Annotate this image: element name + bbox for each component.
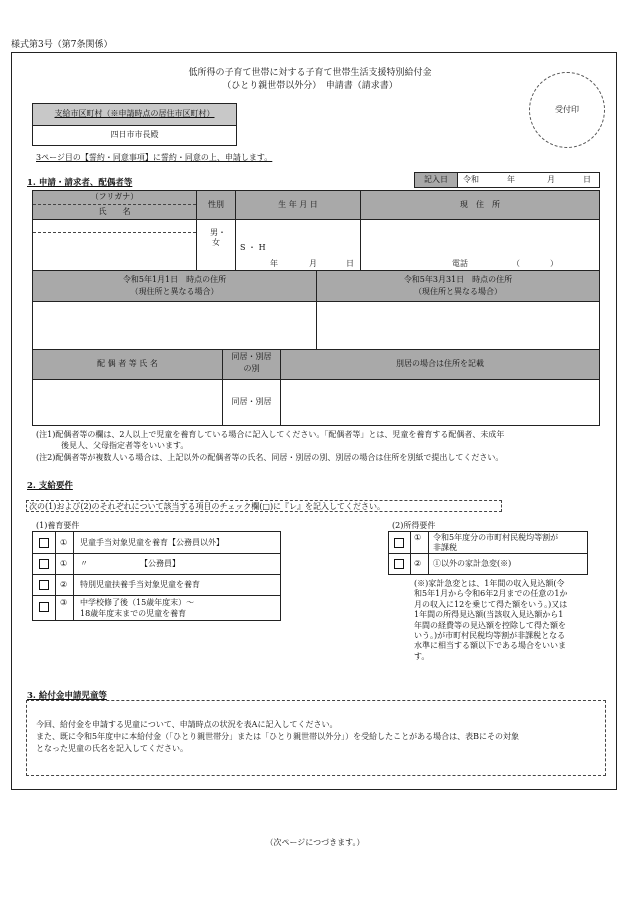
note-line-5: 年間の経費等の見込額を控除して得た額を: [414, 620, 566, 630]
note-line-1: (※)家計急変とは、1年間の収入見込額(令: [414, 579, 565, 588]
entry-date-box: [414, 172, 600, 188]
address-mar-sublabel: （現住所と異なる場合）: [414, 287, 502, 296]
section3-line3: となった児童の氏名を記入してください。: [36, 744, 188, 753]
req1-title: (1)養育要件: [36, 521, 80, 530]
birth-era[interactable]: S ・ H: [240, 243, 266, 252]
divider: [33, 595, 280, 596]
req2-item-2-text: ①以外の家計急変(※): [433, 559, 512, 568]
divider: [33, 379, 599, 380]
req2-item-2-num: ②: [414, 559, 422, 568]
address-mar-label: 令和5年3月31日 時点の住所: [403, 275, 513, 284]
req1-checkbox-3[interactable]: [39, 580, 49, 590]
divider: [73, 532, 74, 620]
form-subtitle: （ひとり親世帯以外分） 申請書（請求書）: [222, 81, 398, 91]
birth-month: 月: [309, 259, 317, 268]
footer-continued: （次ページにつづきます。）: [265, 838, 365, 847]
phone-label: 電話: [452, 259, 468, 268]
living-value[interactable]: 同居・別居: [231, 397, 272, 407]
section3-line2: また、既に令和5年度中に本給付金（「ひとり親世帯分」または「ひとり親世帯以外分」）を受給したことがある場合は、表Bにその対象: [36, 732, 519, 741]
note-line-4: 1年間の所得見込額(当該収入見込額から1: [414, 610, 564, 620]
note1: (注1)配偶者等の欄は、2人以上で児童を養育している場合に記入してください。「配偶者等」とは、児童を養育する配偶者、未成年: [36, 430, 505, 439]
note-line-7: 水準に相当する額以下である場合をいいま: [414, 641, 566, 651]
divider: [235, 191, 236, 270]
req2-item-1-num: ①: [414, 533, 422, 542]
sudden-change-note: [414, 579, 567, 662]
req1-item-4-text: 中学校修了後（15歳年度末）〜: [80, 598, 195, 607]
entry-date-label: 記入日: [415, 173, 458, 187]
recipient-value: 四日市市長殿: [110, 130, 159, 139]
name-label: 氏 名: [98, 206, 131, 216]
req2-checkbox-2[interactable]: [394, 559, 404, 569]
divider: [33, 553, 280, 554]
section3-title: 3. 給付金申請児童等: [27, 691, 107, 701]
address-header: 現 住 所: [460, 199, 500, 209]
separate-address-header: 別居の場合は住所を記載: [396, 359, 484, 369]
req1-checkbox-4[interactable]: [39, 602, 49, 612]
living-header-sub: の別: [243, 364, 260, 373]
birth-day: 日: [346, 259, 354, 268]
birth-year: 年: [270, 259, 278, 268]
req1-checkbox-1[interactable]: [39, 538, 49, 548]
note1-cont: 後見人、父母指定者等をいいます。: [61, 441, 189, 450]
req1-item-1-text: 児童手当対象児童を養育【公務員以外】: [80, 538, 224, 547]
req1-item-2-text: 〃 【公務員】: [80, 559, 180, 568]
address-jan-sublabel: （現住所と異なる場合）: [130, 287, 219, 296]
req1-checkbox-2[interactable]: [39, 559, 49, 569]
divider: [33, 232, 196, 233]
req1-item-4-text2: 18歳年度末までの児童を養育: [80, 609, 187, 618]
req1-item-3-text: 特別児童扶養手当対象児童を養育: [80, 580, 200, 589]
divider: [55, 532, 56, 620]
entry-date-year: 年: [507, 175, 515, 184]
divider: [33, 574, 280, 575]
phone-close: ）: [550, 259, 558, 268]
section2-instruction: 次の(1)および(2)のそれぞれについて該当する項目のチェック欄(□)に『レ』を記入してください。: [26, 500, 502, 512]
section3-line1: 今回、給付金を申請する児童について、申請時点の状況を表Aに記入してください。: [36, 720, 338, 729]
entry-date-day: 日: [583, 175, 591, 184]
req1-item-1-num: ①: [60, 538, 68, 547]
divider: [33, 219, 599, 220]
spouse-header: 配 偶 者 等 氏 名: [97, 359, 158, 369]
section1-title: 1. 申請・請求者、配偶者等: [27, 178, 133, 188]
req2-item-1-text2: 非課税: [433, 543, 457, 552]
req2-checkbox-1[interactable]: [394, 538, 404, 548]
note-line-3: 月の収入に12を乗じて得た額をいう。)又は: [414, 599, 568, 609]
reception-stamp-area: [529, 72, 605, 148]
divider: [389, 553, 587, 554]
form-number: 様式第3号（第7条関係）: [11, 40, 113, 50]
entry-date-month: 月: [547, 175, 555, 184]
birth-header: 生 年 月 日: [278, 199, 318, 209]
form-title: 低所得の子育て世帯に対する子育て世帯生活支援特別給付金: [188, 68, 432, 78]
divider: [360, 191, 361, 270]
note-line-8: す。: [414, 651, 430, 661]
section3-box: [26, 700, 606, 776]
gender-value-text: 男・女: [210, 228, 226, 248]
stamp-label: 受付印: [555, 105, 579, 114]
note-line-2: 和5年1月から令和6年2月までの任意の1か: [414, 589, 568, 599]
req1-item-2-num: ①: [60, 559, 68, 568]
pledge-text: 3ページ目の【誓約・同意事項】に誓約・同意の上、申請します。: [36, 153, 273, 162]
living-header: 同居・別居: [231, 352, 272, 361]
recipient-header: 支給市区町村（※申請時点の居住市区町村）: [33, 104, 236, 126]
gender-value[interactable]: [197, 228, 235, 249]
note2: (注2)配偶者等が複数人いる場合は、上記以外の配偶者等の氏名、同居・別居の別、別居の場合は住所を別紙で提出してください。: [36, 453, 504, 462]
phone-open: （: [512, 259, 520, 268]
furigana-label: （フリガナ）: [90, 192, 139, 202]
note-line-6: いう。)が市町村民税均等割が非課税となる: [414, 630, 566, 640]
recipient-box: [32, 103, 237, 146]
entry-date-era: 令和: [463, 175, 479, 184]
gender-header: 性別: [208, 199, 224, 209]
section2-title: 2. 支給要件: [27, 481, 73, 491]
req2-item-1-text: 令和5年度分の市町村民税均等割が: [433, 533, 559, 542]
address-jan-label: 令和5年1月1日 時点の住所: [122, 275, 227, 284]
req2-title: (2)所得要件: [392, 521, 436, 530]
req1-item-4-num: ③: [60, 598, 68, 607]
req1-item-3-num: ②: [60, 580, 68, 589]
